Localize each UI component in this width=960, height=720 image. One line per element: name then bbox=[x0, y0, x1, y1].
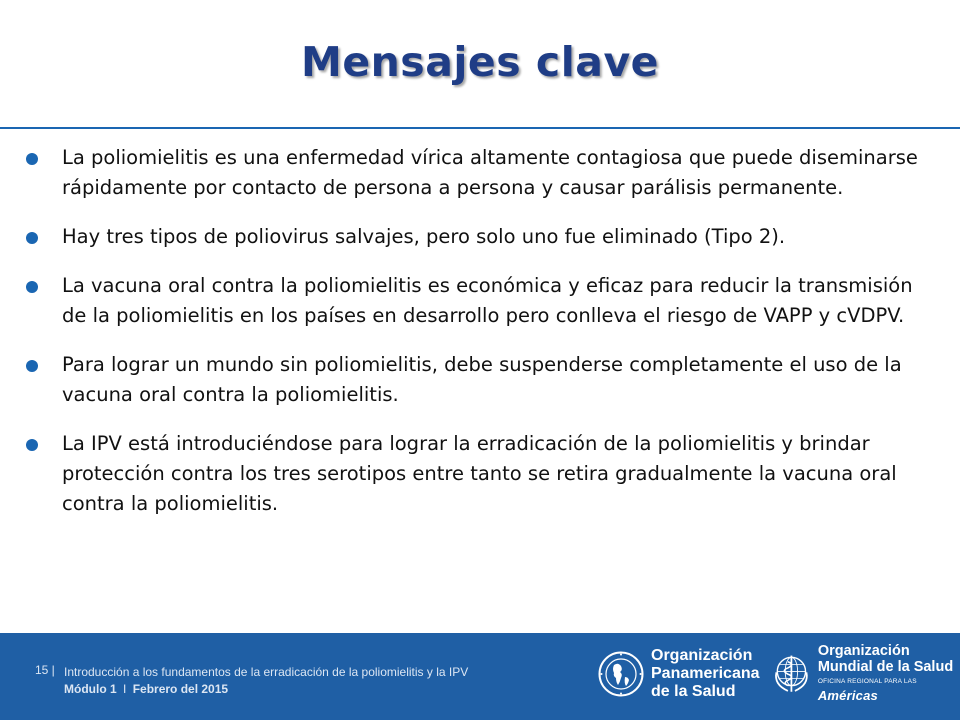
page-title: Mensajes clave bbox=[301, 38, 659, 86]
page-number: 15 | bbox=[35, 663, 55, 677]
title-divider bbox=[0, 127, 960, 129]
bullet-dot-icon bbox=[26, 360, 38, 372]
who-logo-text bbox=[818, 643, 960, 706]
list-item bbox=[26, 222, 938, 252]
who-line2: Mundial de la Salud bbox=[817, 659, 954, 675]
bullet-dot-icon bbox=[26, 232, 38, 244]
bullet-text: Hay tres tipos de poliovirus salvajes, pero solo uno fue eliminado (Tipo 2). bbox=[62, 225, 786, 248]
list-item bbox=[26, 271, 938, 331]
bullet-text: Para lograr un mundo sin poliomielitis, debe suspenderse completamente el uso de la vacuna oral contra la poliomielitis. bbox=[62, 353, 902, 406]
bullet-dot-icon bbox=[26, 439, 38, 451]
key-messages-list bbox=[26, 143, 938, 538]
footer-text bbox=[64, 664, 468, 698]
who-subline bbox=[818, 675, 960, 706]
who-logo bbox=[772, 643, 960, 706]
who-sub-big: Américas bbox=[817, 688, 878, 703]
footer-module-line bbox=[64, 681, 468, 698]
footer-separator: I bbox=[123, 682, 127, 696]
ops-logo-text bbox=[651, 647, 760, 701]
ops-line2: Panamericana bbox=[651, 665, 760, 682]
footer-date: Febrero del 2015 bbox=[132, 682, 229, 696]
who-emblem-icon bbox=[772, 650, 811, 700]
list-item bbox=[26, 350, 938, 410]
bullet-text: La vacuna oral contra la poliomielitis es económica y eficaz para reducir la transmisión de la poliomielitis en los países en desarrollo pero conlleva el riesgo de VAPP y cVDPV. bbox=[62, 274, 913, 327]
bullet-text: La poliomielitis es una enfermedad vírica altamente contagiosa que puede diseminarse rápidamente por contacto de persona a persona y causar parálisis permanente. bbox=[62, 146, 918, 199]
ops-emblem-icon bbox=[598, 651, 644, 697]
ops-line1: Organización bbox=[651, 647, 753, 664]
bullet-dot-icon bbox=[26, 153, 38, 165]
who-line1: Organización bbox=[817, 643, 910, 659]
bullet-text: La IPV está introduciéndose para lograr la erradicación de la poliomielitis y brindar protección contra los tres serotipos entre tanto se retira gradualmente la vacuna oral contra la poliomielitis. bbox=[62, 432, 897, 515]
ops-logo bbox=[598, 647, 760, 701]
footer-course-title: Introducción a los fundamentos de la erradicación de la poliomielitis y la IPV bbox=[64, 665, 469, 679]
who-sub-small: OFICINA REGIONAL PARA LAS bbox=[817, 678, 917, 685]
footer-module: Módulo 1 bbox=[64, 682, 117, 696]
bullet-dot-icon bbox=[26, 281, 38, 293]
list-item bbox=[26, 143, 938, 203]
footer-bar bbox=[0, 633, 960, 720]
list-item bbox=[26, 429, 938, 519]
ops-line3: de la Salud bbox=[651, 683, 736, 700]
